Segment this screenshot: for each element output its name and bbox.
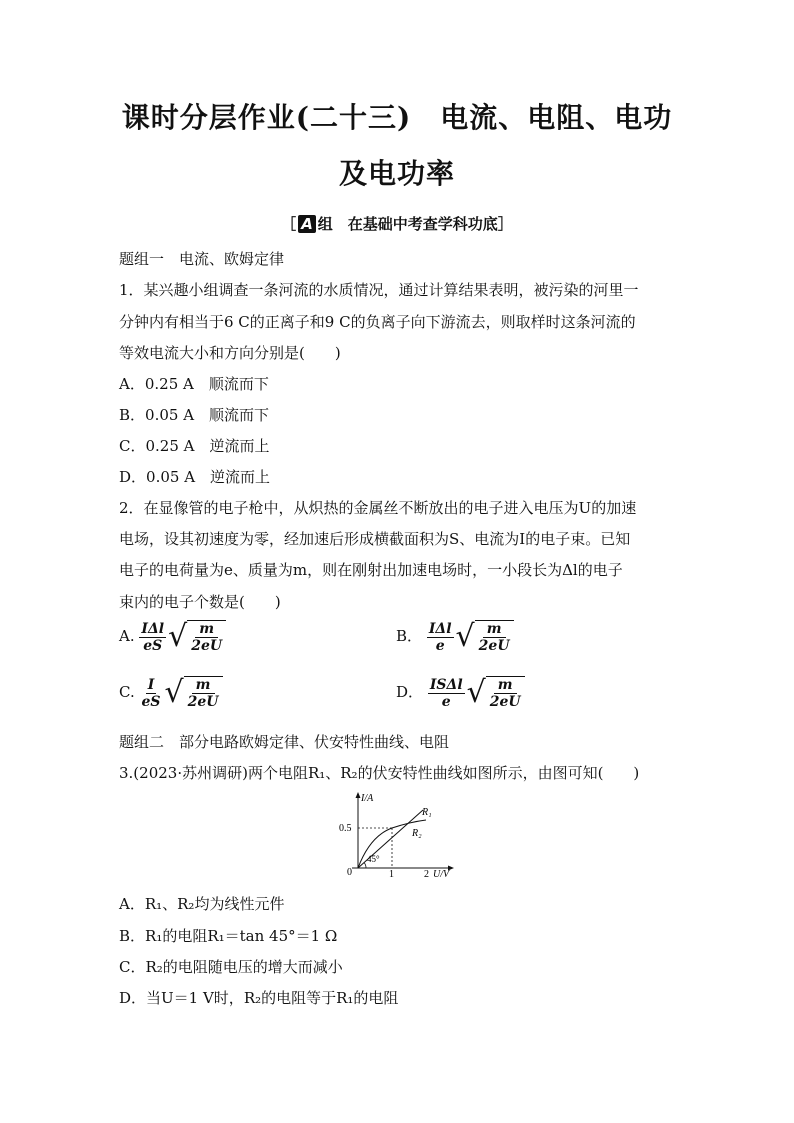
y-axis-arrow (356, 792, 361, 798)
fraction (140, 677, 163, 710)
angle-arc (364, 863, 366, 869)
q3-option-a: A．R₁、R₂均为线性元件 (119, 895, 285, 913)
q2-option-d (396, 676, 525, 710)
sqrt-numerator: m (195, 621, 218, 638)
y-tick-label: 0.5 (339, 823, 352, 834)
sqrt-denominator: 2eU (489, 694, 521, 710)
option-label: A. (119, 627, 135, 645)
q2-stem-line2: 电场，设其初速度为零，经加速后形成横截面积为S、电流为I的电子束。已知 (119, 530, 631, 548)
q2-stem-line1: 2．在显像管的电子枪中，从炽热的金属丝不断放出的电子进入电压为U的加速 (119, 499, 637, 517)
q3-option-d: D．当U＝1 V时，R₂的电阻等于R₁的电阻 (119, 989, 399, 1007)
group-label: 组 在基础中考查学科功底 (317, 215, 498, 233)
fraction (427, 621, 454, 654)
sqrt: √ $\frac{m}{2eU}$ (168, 620, 226, 654)
q1-option-b: B．0.05 A 顺流而下 (119, 406, 270, 424)
x-tick-label-2: 2 (424, 869, 429, 880)
group-header (0, 213, 794, 234)
fraction (139, 621, 166, 654)
page-title-continued: 及电功率 (338, 157, 455, 190)
q3-option-c: C．R₂的电阻随电压的增大而减小 (119, 958, 343, 976)
fraction-numerator: IΔl (141, 620, 165, 637)
option-label: B． (396, 627, 423, 645)
y-axis-label: I/A (361, 793, 374, 804)
x-axis-label: U/V (433, 869, 450, 880)
q1-stem-line1: 1．某兴趣小组调查一条河流的水质情况，通过计算结果表明，被污染的河里一 (119, 281, 639, 299)
origin-label: 0 (347, 867, 352, 878)
q2-option-b (396, 620, 514, 654)
sqrt-denominator: 2eU (187, 694, 219, 710)
r2-label: R₂ (412, 828, 422, 839)
fraction-numerator: IΔl (428, 620, 452, 637)
q1-option-a: A．0.25 A 顺流而下 (119, 375, 269, 393)
q1-stem-line2: 分钟内有相当于6 C的正离子和9 C的负离子向下游流去，则取样时这条河流的 (119, 313, 636, 331)
sqrt: √ $\frac{m}{2eU}$ (456, 620, 514, 654)
q3-option-b: B．R₁的电阻R₁＝tan 45°＝1 Ω (119, 927, 338, 945)
q2-stem-line4: 束内的电子个数是( ) (119, 593, 281, 611)
q1-option-d: D．0.05 A 逆流而上 (119, 468, 271, 486)
fraction-numerator: ISΔl (429, 676, 463, 693)
q2-stem-line3: 电子的电荷量为e、质量为m，则在刚射出加速电场时，一小段长为Δl的电子 (119, 561, 623, 579)
sqrt: √ $\frac{m}{2eU}$ (165, 676, 223, 710)
sqrt-denominator: 2eU (191, 638, 223, 654)
sqrt-numerator: m (494, 677, 517, 694)
fraction-denominator: e (441, 693, 451, 710)
q1-stem-line3: 等效电流大小和方向分别是( ) (119, 344, 341, 362)
sqrt-numerator: m (483, 621, 506, 638)
x-tick-label-1: 1 (389, 869, 394, 880)
q3-stem: 3.(2023·苏州调研)两个电阻R₁、R₂的伏安特性曲线如图所示，由图可知( ) (119, 764, 640, 782)
sqrt: √ $\frac{m}{2eU}$ (467, 676, 525, 710)
topic-heading-1: 题组一 电流、欧姆定律 (119, 250, 285, 268)
topic-heading-2: 题组二 部分电路欧姆定律、伏安特性曲线、电阻 (119, 733, 450, 751)
fraction-numerator: I (147, 676, 155, 693)
q2-option-c (119, 676, 223, 710)
bracket-close: ］ (497, 215, 513, 233)
angle-label: 45° (367, 854, 380, 864)
fraction (428, 677, 465, 710)
fraction-denominator: eS (143, 637, 163, 654)
group-a-badge: A (298, 215, 316, 233)
sqrt-numerator: m (192, 677, 215, 694)
bracket-open: ［ (281, 215, 297, 233)
iv-characteristic-graph (330, 788, 460, 880)
sqrt-denominator: 2eU (478, 638, 510, 654)
option-label: C. (119, 683, 135, 701)
option-label: D． (396, 683, 424, 701)
page-title: 课时分层作业(二十三) 电流、电阻、电功 (121, 101, 673, 134)
q1-option-c: C．0.25 A 逆流而上 (119, 437, 270, 455)
fraction-denominator: eS (141, 693, 161, 710)
q2-option-a (119, 620, 226, 654)
fraction-denominator: e (435, 637, 445, 654)
r1-label: R₁ (422, 807, 432, 818)
